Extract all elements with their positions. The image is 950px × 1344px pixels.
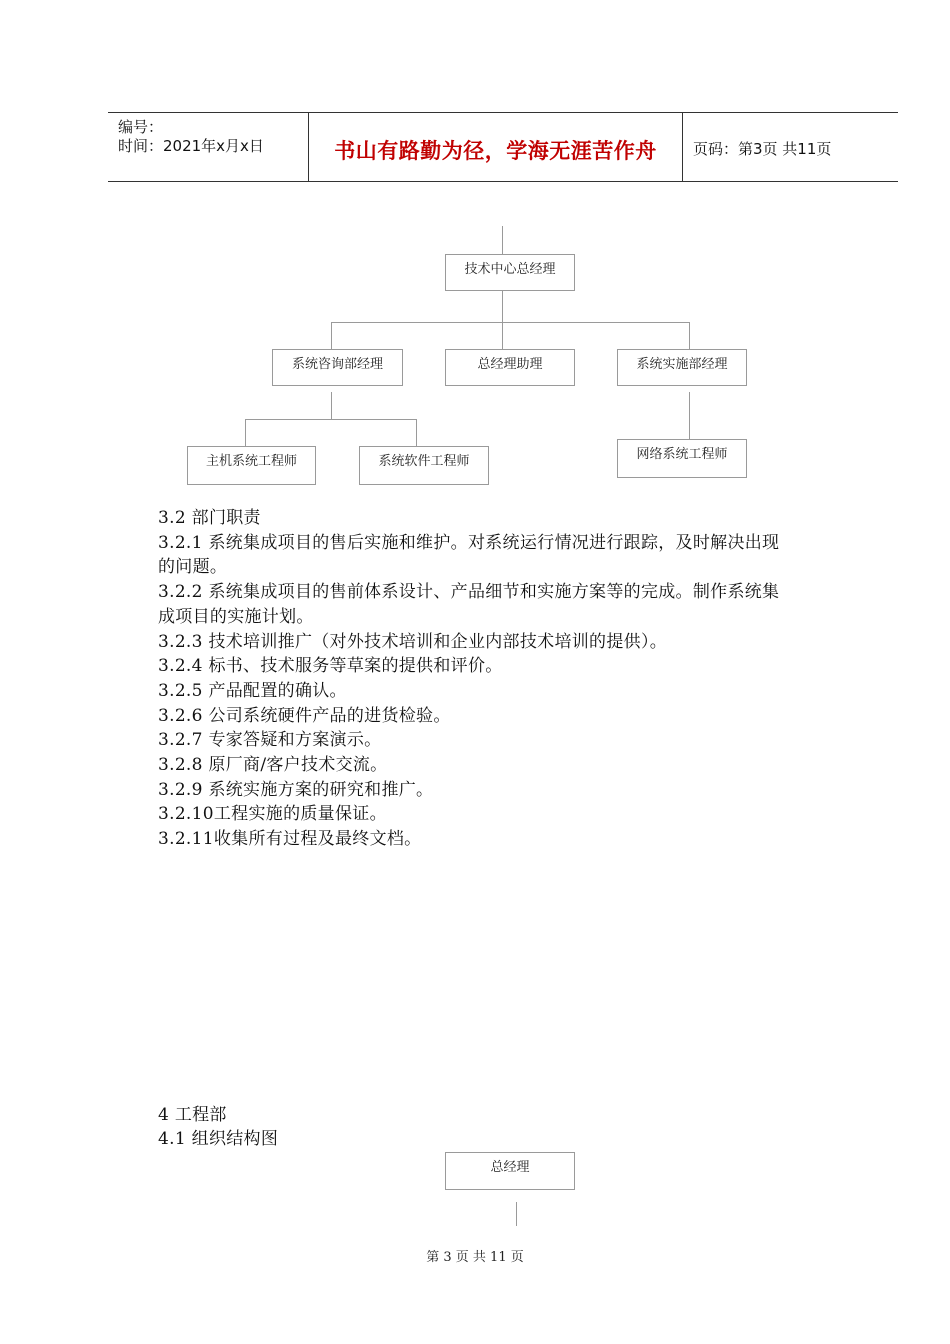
section-heading: 4 工程部 bbox=[158, 1105, 227, 1125]
connector-line bbox=[331, 322, 689, 323]
document-header bbox=[108, 112, 898, 182]
duty-item: 3.2.3 技术培训推广（对外技术培训和企业内部技术培训的提供）。 bbox=[158, 632, 668, 652]
header-page-cell bbox=[683, 113, 898, 181]
duty-item: 3.2.5 产品配置的确认。 bbox=[158, 681, 347, 701]
duty-item: 3.2.2 系统集成项目的售前体系设计、产品细节和实施方案等的完成。制作系统集 bbox=[158, 582, 780, 602]
connector-line bbox=[689, 392, 690, 439]
document-number-label: 编号： bbox=[118, 118, 164, 136]
duty-item: 3.2.9 系统实施方案的研究和推广。 bbox=[158, 780, 434, 800]
connector-line bbox=[689, 322, 690, 349]
connector-line bbox=[516, 1202, 517, 1226]
duty-item: 3.2.4 标书、技术服务等草案的提供和评价。 bbox=[158, 656, 503, 676]
connector-line bbox=[331, 392, 332, 419]
header-meta-cell bbox=[108, 113, 309, 181]
org-box-impl-manager: 系统实施部经理 bbox=[617, 349, 747, 386]
duty-item: 3.2.6 公司系统硬件产品的进货检验。 bbox=[158, 706, 451, 726]
subsection-heading: 4.1 组织结构图 bbox=[158, 1129, 279, 1149]
connector-line bbox=[502, 226, 503, 254]
duty-item: 3.2.8 原厂商/客户技术交流。 bbox=[158, 755, 388, 775]
header-page-info: 页码：第3页 共11页 bbox=[693, 140, 832, 158]
document-date-label: 时间：2021年x月x日 bbox=[118, 137, 264, 155]
duty-item-cont: 的问题。 bbox=[158, 557, 228, 577]
duty-item: 3.2.7 专家答疑和方案演示。 bbox=[158, 730, 382, 750]
duty-item: 3.2.11收集所有过程及最终文档。 bbox=[158, 829, 422, 849]
org-box-gm-assistant: 总经理助理 bbox=[445, 349, 575, 386]
org-box-root: 技术中心总经理 bbox=[445, 254, 575, 291]
connector-line bbox=[245, 419, 417, 420]
org-box-software-engineer: 系统软件工程师 bbox=[359, 446, 489, 485]
org-box-consult-manager: 系统咨询部经理 bbox=[272, 349, 403, 386]
org-box-network-engineer: 网络系统工程师 bbox=[617, 439, 747, 478]
org-box-host-engineer: 主机系统工程师 bbox=[187, 446, 316, 485]
duty-item: 3.2.1 系统集成项目的售后实施和维护。对系统运行情况进行跟踪，及时解决出现 bbox=[158, 533, 780, 553]
connector-line bbox=[245, 419, 246, 446]
section-heading: 3.2 部门职责 bbox=[158, 508, 261, 528]
org-box-general-manager: 总经理 bbox=[445, 1152, 575, 1190]
page-footer: 第 3 页 共 11 页 bbox=[426, 1250, 524, 1265]
connector-line bbox=[502, 291, 503, 322]
header-motto-cell bbox=[309, 113, 683, 181]
connector-line bbox=[416, 419, 417, 446]
connector-line bbox=[331, 322, 332, 349]
duty-item-cont: 成项目的实施计划。 bbox=[158, 607, 314, 627]
header-motto: 书山有路勤为径，学海无涯苦作舟 bbox=[334, 139, 657, 163]
duty-item: 3.2.10工程实施的质量保证。 bbox=[158, 804, 387, 824]
connector-line bbox=[502, 322, 503, 349]
